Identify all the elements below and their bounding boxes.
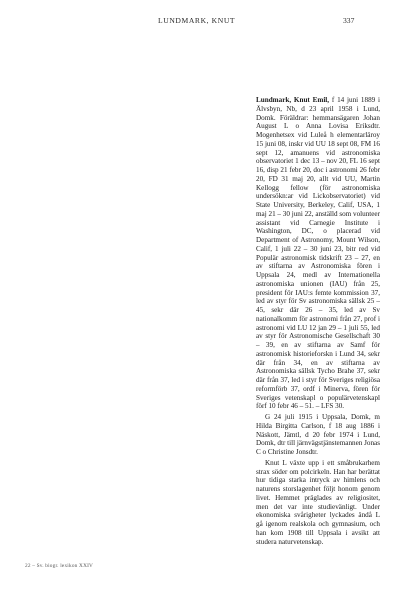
footer-note: 22 – Sv. biogr. lexikon XXIV [25, 563, 94, 569]
entry-paragraph-1 [256, 96, 380, 411]
page-number: 337 [343, 16, 355, 25]
entry-paragraph-2: G 24 juli 1915 i Uppsala, Domk, m Hilda Birgitta Carlson, f 18 aug 1886 i Näskott, Jämtl, d 20 febr 1974 i Lund, Domk, dtr till järnvägstjänstemannen Jonas C o Christine Jonsdtr. [256, 413, 380, 456]
entry-paragraph-1-text: f 14 juni 1889 i Älvsbyn, Nb, d 23 april 1958 i Lund, Domk. Föräldrar: hemmansägaren Johan August L o Anna Lovisa Eriksdtr. Mogenhetsex vid Luleå h elementarläroy 15 juni 08, inskr vid UU 18 sept 08, FM 16 sept 12, amanuens vid astronomiska observatoriet 1 dec 13 – nov 20, FL 16 sept 16, disp 21 febr 20, doc i astronomi 26 febr 20, FD 31 maj 20, allt vid UU, Martin Kellogg fellow (för astronomiska undersökn:ar vid Lickobservatoriet) vid State University, Berkeley, Calif, USA, 1 maj 21 – 30 juni 22, anställd som volunteer assistant vid Carnegie Institute i Washington, DC, o placerad vid Department of Astronomy, Mount Wilson, Calif, 1 juli 22 – 30 juni 23, bitr red vid Populär astronomisk tidskrift 23 – 27, en av stiftarna av Astronomiska fören i Uppsala 24, medl av Internationella astronomiska unionen (IAU) från 25, president för IAU:s femte kommission 37, led av styr för Sv astronomiska sällsk 25 – 45, sekr där 26 – 35, led av Sv nationalkomm för astronomi från 27, prof i astronomi vid LU 12 jan 29 – 1 juli 55, led av styr för Astronomische Gesellschaft 30 – 39, en av stiftarna av Samf för astronomisk historieforskn i Lund 34, sekr där från 34, en av stiftarna av Astronomiska sällsk Tycho Brahe 37, sekr där från 37, led i styr för Sveriges religiösa reformförb 37, ordf i Minerva, fören för Sveriges vetenskapl o populärvetenskapl förf 10 febr 46 – 51. – LFS 30. [256, 96, 380, 411]
running-head: LUNDMARK, KNUT [158, 16, 236, 25]
biography-entry [256, 96, 380, 546]
entry-paragraph-3: Knut L växte upp i ett småbrukarhem strax söder om polcirkeln. Han har berättat hur tidiga starka intryck av himlens och naturens storslagenhet följt honom genom livet. Hemmet präglades av religiositet, men det var inte studievänligt. Under ekonomiska svårigheter lyckades ändå L gå igenom realskola och gymnasium, och han kom 1908 till Uppsala i avsikt att studera naturvetenskap. [256, 458, 380, 546]
entry-headword: Lundmark, Knut Emil, [256, 96, 330, 104]
